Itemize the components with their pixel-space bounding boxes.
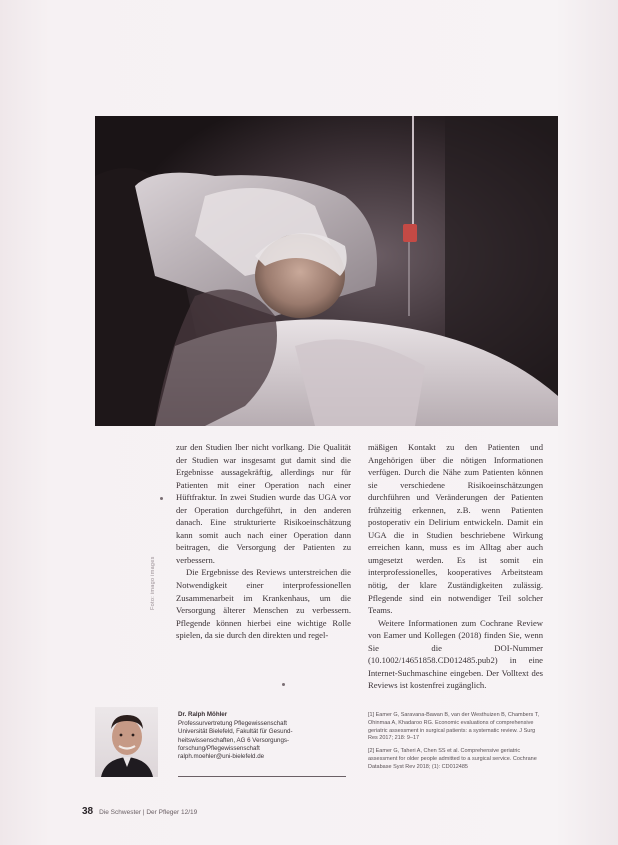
photo-credit: Foto: imago images [150, 556, 156, 610]
author-name: Dr. Ralph Möhler [178, 711, 228, 718]
page-footer [82, 806, 197, 817]
article-paragraph: Die Ergebnisse des Reviews unterstreichen die Notwendigkeit einer interprofessionellen Zusammenarbeit im Krankenhaus, um die Versorgung älterer Menschen zu verbessern. Pflegende können hierbei eine wichtige Rolle spielen, da sie durch den direkten und regel- [176, 567, 351, 641]
hero-photo [95, 116, 558, 426]
author-line: Universität Bielefeld, Fakultät für Gesund- [178, 728, 293, 736]
reference-item: [1] Eamer G, Saravana-Bawan B, van der Westhuizen B, Chambers T, Ohinmaa A, Khadaroo RG. Economic evaluations of comprehensive geriatric assessment in surgical patients: a systematic review. J Surg Res 2017; 218: 9–17 [368, 712, 539, 742]
article-paragraph: mäßigen Kontakt zu den Patienten und Angehörigen über die nötigen Informationen verfügen. Durch die Nähe zum Patienten können sie verschiedene Risikoeinschätzungen durchführen und Veränderungen der Patienten frühzeitig erkennen, z.B. wenn Patienten postoperativ ein Delirium entwickeln. Damit ein UGA die in Studien beschriebene Wirkung erreichen kann, muss es im Alltag aber auch umgesetzt werden. Es ist somit ein interprofessionelles, kooperatives Arbeitsteam nötig, der klare Zuständigkeiten zulässig. Pflegende sind ein notwendiger Teil solcher Teams. [368, 442, 543, 616]
author-line: Professurvertretung Pflegewissenschaft [178, 720, 288, 728]
page-number: 38 [82, 806, 94, 817]
article-paragraph: zur den Studien lber nicht vorlkang. Die Qualität der Studien war insgesamt gut damit sind die Ergebnisse aussagekräftig, allerdings nur für Patienten mit einer Operation nach einer Hüftfraktur. In zwei Studien wurde das UGA vor der Operation durchgeführt, in den anderen danach. Eine strukturierte Risikoeinschätzung kann somit auch nach einer Operation dann beitragen, die Versorgung der Patienten zu verbessern. [176, 442, 351, 565]
article-column-right [368, 441, 543, 692]
author-photo [95, 707, 158, 777]
article-paragraph: Weitere Informationen zum Cochrane Review von Eamer und Kollegen (2018) finden Sie, wenn Sie die DOI-Nummer (10.1002/14651858.CD012485.pub2) in eine Internet-Suchmaschine eingeben. Der Volltext des Reviews ist kostenfrei zugänglich. [368, 617, 543, 691]
author-divider [178, 776, 346, 777]
article-column-left [176, 441, 351, 642]
scan-mark [282, 683, 285, 686]
author-line: forschung/Pflegewissenschaft [178, 744, 260, 752]
scan-mark [160, 497, 163, 500]
author-info [178, 711, 348, 761]
publication-name: Die Schwester | Der Pfleger 12/19 [99, 809, 198, 816]
reference-item: [2] Eamer G, Taheri A, Chen SS et al. Comprehensive geriatric assessment for older people admitted to a surgical service. Cochrane Database Syst Rev 2018; (1): CD012485 [368, 748, 537, 770]
references [368, 712, 544, 777]
hospital-bed-patient-photo-icon [95, 116, 558, 426]
author-email[interactable]: ralph.moehler@uni-bielefeld.de [178, 753, 265, 761]
author-line: heitswissenschaften, AG 6 Versorgungs- [178, 736, 290, 744]
author-portrait-photo-icon [95, 707, 158, 777]
